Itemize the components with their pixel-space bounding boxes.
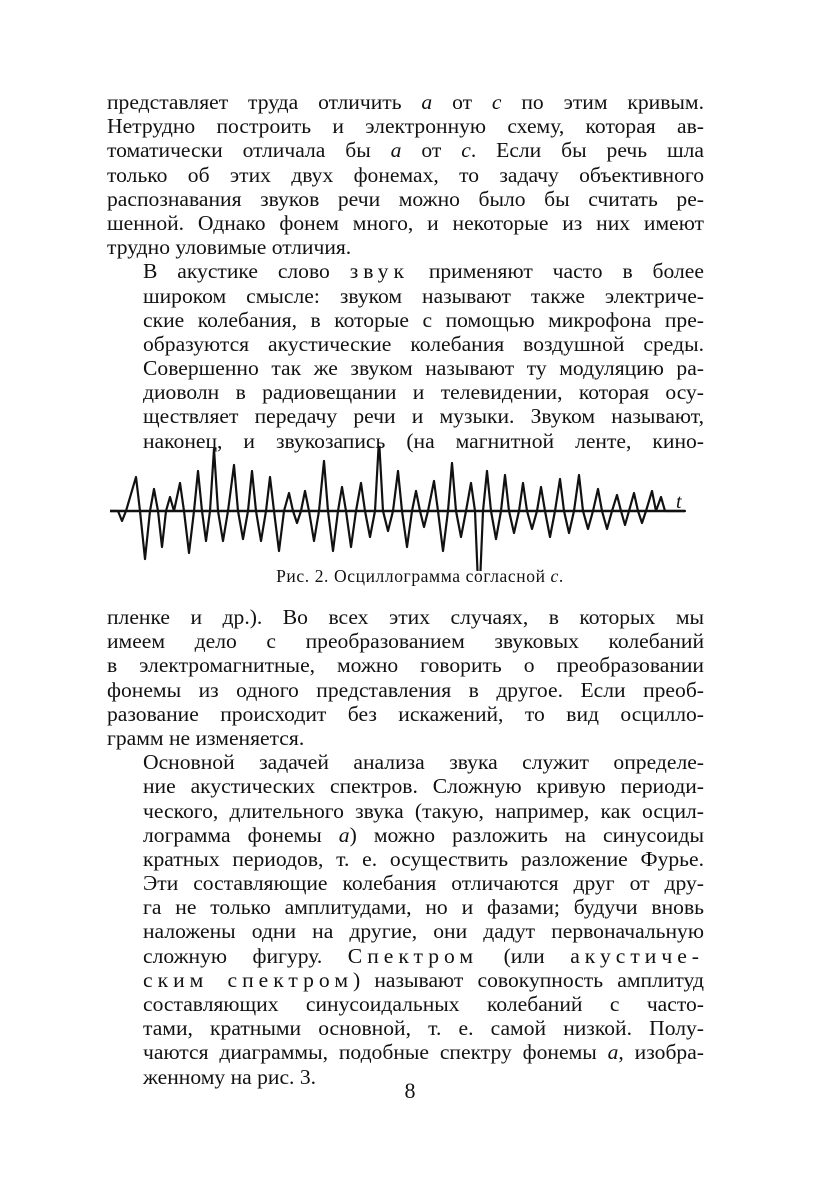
text-line: составляющих синусоидальных колебаний с часто- xyxy=(143,992,704,1016)
text-line: лограмма фонемы а) можно разложить на синусоиды xyxy=(143,822,704,847)
text-line: образуются акустические колебания воздушной среды. xyxy=(143,331,704,356)
text-line: га не только амплитудами, но и фазами; будучи вновь xyxy=(143,895,704,920)
text-line: ществляет передачу речи и музыки. Звуком называют, xyxy=(143,404,704,429)
text-line: разование происходит без искажений, то вид осцилло- xyxy=(107,701,704,726)
text-line: распознавания звуков речи можно было бы считать ре- xyxy=(107,186,704,211)
text-line: кратных периодов, т. е. осуществить разложение Фурье. xyxy=(143,846,704,871)
time-axis-label: t xyxy=(676,491,682,513)
text-line: Эти составляющие колебания отличаются друг от дру- xyxy=(143,871,704,896)
text-line: Нетрудно построить и электронную схему, которая ав- xyxy=(107,114,704,139)
text-line: томатически отличала бы а от с. Если бы речь шла xyxy=(107,138,705,163)
text-line: широком смысле: звуком называют также электриче- xyxy=(143,283,704,308)
oscillogram-waveform xyxy=(110,446,685,571)
paragraph-4 xyxy=(107,750,704,1089)
text-line: Совершенно так же звуком называют ту модуляцию ра- xyxy=(143,356,704,381)
paragraph-2 xyxy=(107,259,704,453)
text-line: шенной. Однако фонем много, и некоторые из них имеют xyxy=(107,210,704,235)
oscillogram-figure xyxy=(110,446,700,571)
figure-caption: Рис. 2. Осциллограмма согласной с. xyxy=(276,566,564,586)
text-line: пленке и др.). Во всех этих случаях, в которых мы xyxy=(107,605,704,629)
text-line: Основной задачей анализа звука служит определе- xyxy=(143,750,704,775)
paragraph-1 xyxy=(107,90,704,259)
text-line: тами, кратными основной, т. е. самой низкой. Полу- xyxy=(143,1016,704,1041)
text-line: ческого, длительного звука (такую, например, как осцил- xyxy=(143,798,704,823)
text-line: только об этих двух фонемах, то задачу объективного xyxy=(107,162,704,187)
text-line: наконец, и звукозапись (на магнитной ленте, кино- xyxy=(143,428,704,453)
text-line: ским спектром) называют совокупность амплитуд xyxy=(143,967,704,992)
text-line: ские колебания, в которые с помощью микрофона пре- xyxy=(143,307,704,332)
text-line: В акустике слово звук применяют часто в более xyxy=(143,259,704,284)
text-block-bottom xyxy=(107,605,704,1089)
text-line: грамм не изменяется. xyxy=(107,725,305,750)
text-line: имеем дело с преобразованием звуковых колебаний xyxy=(107,629,704,654)
text-line: диоволн в радиовещании и телевидении, которая осу- xyxy=(143,380,704,405)
paragraph-3 xyxy=(107,605,704,750)
text-line: наложены одни на другие, они дадут первоначальную xyxy=(143,919,704,944)
text-line: сложную фигуру. Спектром (или акустиче- xyxy=(143,943,704,968)
text-line: трудно уловимые отличия. xyxy=(107,235,352,260)
text-line: в электромагнитные, можно говорить о преобразовании xyxy=(107,653,704,678)
text-line: ние акустических спектров. Сложную кривую периоди- xyxy=(143,774,704,799)
text-block-top xyxy=(107,90,704,453)
text-line: фонемы из одного представления в другое. Если преоб- xyxy=(107,677,704,702)
text-line: чаются диаграммы, подобные спектру фонемы а, изобра- xyxy=(143,1040,704,1065)
text-line: представляет труда отличить а от с по этим кривым. xyxy=(107,90,704,114)
text-line: женному на рис. 3. xyxy=(143,1064,317,1089)
page-number: 8 xyxy=(404,1078,416,1103)
